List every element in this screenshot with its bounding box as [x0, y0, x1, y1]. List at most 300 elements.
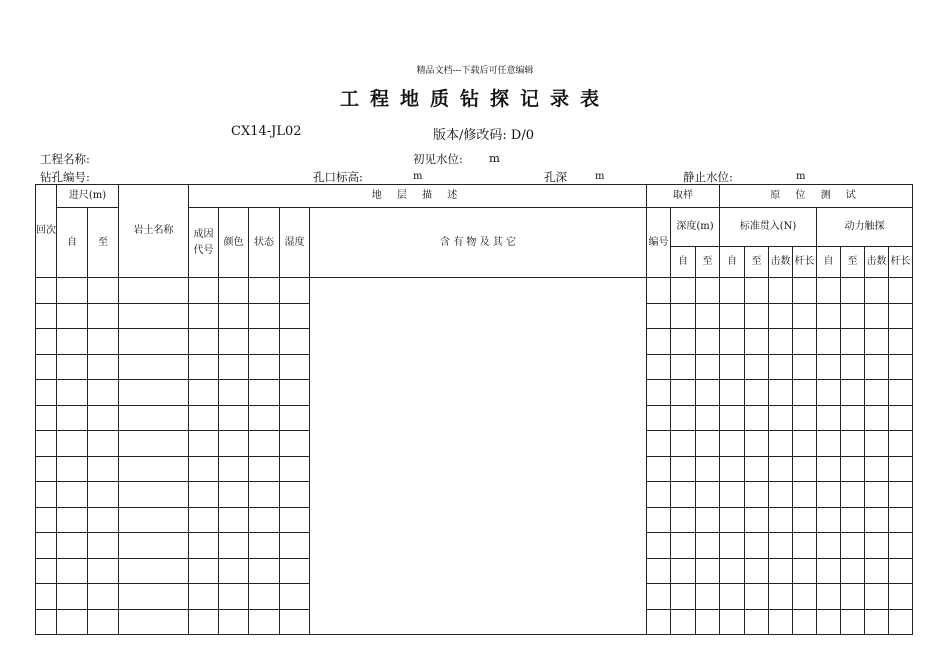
table-cell[interactable] [88, 456, 119, 482]
table-cell[interactable] [720, 380, 745, 406]
table-cell[interactable] [119, 507, 189, 533]
version-code: 版本/修改码: D/0 [433, 128, 534, 143]
table-cell[interactable] [219, 354, 249, 380]
table-cell[interactable] [745, 431, 769, 457]
table-cell[interactable] [57, 456, 88, 482]
table-cell[interactable] [841, 609, 865, 635]
table-cell[interactable] [249, 278, 280, 304]
table-cell[interactable] [57, 278, 88, 304]
table-cell[interactable] [119, 456, 189, 482]
table-cell[interactable] [36, 558, 57, 584]
table-cell[interactable] [280, 303, 310, 329]
table-cell[interactable] [119, 380, 189, 406]
table-cell[interactable] [865, 507, 889, 533]
table-cell[interactable] [696, 584, 720, 610]
table-cell[interactable] [219, 431, 249, 457]
table-cell[interactable] [219, 456, 249, 482]
table-cell[interactable] [57, 584, 88, 610]
table-cell[interactable] [647, 380, 671, 406]
table-cell[interactable] [671, 482, 696, 508]
table-cell[interactable] [57, 380, 88, 406]
advance-from: 自 [57, 208, 88, 278]
table-cell[interactable] [189, 584, 219, 610]
table-cell[interactable] [249, 482, 280, 508]
table-cell[interactable] [189, 405, 219, 431]
table-cell[interactable] [769, 405, 793, 431]
table-cell[interactable] [671, 278, 696, 304]
table-cell[interactable] [841, 507, 865, 533]
table-cell[interactable] [57, 482, 88, 508]
table-cell[interactable] [793, 431, 817, 457]
table-cell[interactable] [88, 533, 119, 559]
table-cell[interactable] [219, 507, 249, 533]
table-cell[interactable] [696, 609, 720, 635]
table-cell[interactable] [769, 482, 793, 508]
table-cell[interactable] [865, 354, 889, 380]
table-cell[interactable] [745, 533, 769, 559]
genesis-header: 成因代号 [189, 208, 219, 278]
table-cell[interactable] [671, 303, 696, 329]
table-cell[interactable] [769, 558, 793, 584]
table-cell[interactable] [189, 431, 219, 457]
table-cell[interactable] [769, 329, 793, 355]
table-cell[interactable] [720, 354, 745, 380]
table-cell[interactable] [36, 507, 57, 533]
table-cell[interactable] [57, 533, 88, 559]
table-cell[interactable] [889, 431, 913, 457]
table-cell[interactable] [745, 507, 769, 533]
table-cell[interactable] [745, 482, 769, 508]
table-cell[interactable] [865, 558, 889, 584]
table-cell[interactable] [671, 609, 696, 635]
table-cell[interactable] [88, 431, 119, 457]
table-cell[interactable] [793, 329, 817, 355]
table-cell[interactable] [865, 609, 889, 635]
table-cell[interactable] [720, 584, 745, 610]
table-cell[interactable] [745, 584, 769, 610]
page-title: 工程地质钻探记录表 [339, 88, 610, 110]
table-cell[interactable] [865, 431, 889, 457]
table-cell[interactable] [280, 609, 310, 635]
table-cell[interactable] [745, 278, 769, 304]
table-cell[interactable] [793, 456, 817, 482]
table-cell[interactable] [841, 482, 865, 508]
table-cell[interactable] [88, 609, 119, 635]
table-cell[interactable] [696, 380, 720, 406]
state-header: 状态 [249, 208, 280, 278]
table-cell[interactable] [817, 405, 841, 431]
table-cell[interactable] [219, 584, 249, 610]
sampling-header: 取样 [647, 185, 720, 208]
table-cell[interactable] [745, 405, 769, 431]
table-cell[interactable] [696, 507, 720, 533]
table-cell[interactable] [119, 558, 189, 584]
table-cell[interactable] [769, 354, 793, 380]
table-cell[interactable] [696, 431, 720, 457]
table-cell[interactable] [219, 609, 249, 635]
table-cell[interactable] [889, 329, 913, 355]
table-cell[interactable] [119, 405, 189, 431]
table-cell[interactable] [88, 329, 119, 355]
table-cell[interactable] [889, 303, 913, 329]
sample-number-header: 编号 [647, 208, 671, 278]
table-cell[interactable] [88, 405, 119, 431]
table-body [36, 278, 913, 635]
collar-elev-label: 孔口标高: [313, 170, 363, 184]
table-cell[interactable] [647, 278, 671, 304]
table-cell[interactable] [817, 584, 841, 610]
table-cell[interactable] [671, 507, 696, 533]
table-cell[interactable] [249, 354, 280, 380]
table-cell[interactable] [647, 456, 671, 482]
table-cell[interactable] [889, 456, 913, 482]
table-cell[interactable] [671, 380, 696, 406]
table-cell[interactable] [280, 558, 310, 584]
table-cell[interactable] [865, 278, 889, 304]
sample-depth-header: 深度(m) [671, 208, 720, 247]
table-cell[interactable] [817, 354, 841, 380]
table-cell[interactable] [841, 405, 865, 431]
table-cell[interactable] [647, 303, 671, 329]
table-cell[interactable] [841, 354, 865, 380]
table-cell[interactable] [769, 609, 793, 635]
table-cell[interactable] [249, 405, 280, 431]
table-cell[interactable] [817, 558, 841, 584]
table-cell[interactable] [865, 405, 889, 431]
spt-to: 至 [745, 247, 769, 278]
table-cell[interactable] [671, 533, 696, 559]
table-cell[interactable] [88, 380, 119, 406]
table-cell[interactable] [745, 303, 769, 329]
table-cell[interactable] [219, 533, 249, 559]
table-cell[interactable] [841, 456, 865, 482]
table-cell[interactable] [769, 303, 793, 329]
table-cell[interactable] [865, 329, 889, 355]
static-water-label: 静止水位: [683, 170, 733, 184]
table-cell[interactable] [793, 558, 817, 584]
table-cell[interactable] [249, 558, 280, 584]
table-cell[interactable] [219, 278, 249, 304]
table-cell[interactable] [769, 507, 793, 533]
table-cell[interactable] [36, 482, 57, 508]
table-cell[interactable] [817, 278, 841, 304]
table-cell[interactable] [57, 354, 88, 380]
table-cell[interactable] [841, 431, 865, 457]
table-cell[interactable] [249, 533, 280, 559]
table-cell[interactable] [889, 380, 913, 406]
table-cell[interactable] [793, 405, 817, 431]
table-cell[interactable] [720, 533, 745, 559]
table-cell[interactable] [88, 278, 119, 304]
table-cell[interactable] [720, 507, 745, 533]
table-cell[interactable] [57, 558, 88, 584]
table-cell[interactable] [280, 405, 310, 431]
table-cell[interactable] [841, 329, 865, 355]
table-cell[interactable] [647, 584, 671, 610]
table-cell[interactable] [889, 507, 913, 533]
table-cell[interactable] [817, 533, 841, 559]
table-cell[interactable] [671, 431, 696, 457]
dcpt-to: 至 [841, 247, 865, 278]
table-cell[interactable] [841, 558, 865, 584]
table-cell[interactable] [720, 329, 745, 355]
table-cell[interactable] [119, 354, 189, 380]
table-cell[interactable] [88, 354, 119, 380]
table-cell[interactable] [817, 380, 841, 406]
sample-depth-from: 自 [671, 247, 696, 278]
table-cell[interactable] [769, 584, 793, 610]
table-cell[interactable] [647, 431, 671, 457]
table-cell[interactable] [817, 507, 841, 533]
dcpt-blows: 击数 [865, 247, 889, 278]
table-row [36, 278, 913, 304]
table-cell[interactable] [793, 533, 817, 559]
table-cell[interactable] [745, 609, 769, 635]
table-cell[interactable] [793, 278, 817, 304]
table-cell[interactable] [280, 533, 310, 559]
table-cell[interactable] [720, 609, 745, 635]
table-cell[interactable] [189, 329, 219, 355]
table-cell[interactable] [249, 507, 280, 533]
depth-unit: m [595, 171, 605, 182]
spt-header: 标准贯入(N) [720, 208, 817, 247]
table-cell[interactable] [889, 482, 913, 508]
table-cell[interactable] [696, 533, 720, 559]
table-cell[interactable] [36, 431, 57, 457]
table-cell[interactable] [57, 609, 88, 635]
table-cell[interactable] [769, 380, 793, 406]
table-cell[interactable] [280, 278, 310, 304]
table-cell[interactable] [889, 278, 913, 304]
table-cell[interactable] [865, 380, 889, 406]
contents-cell[interactable] [310, 278, 647, 635]
table-cell[interactable] [119, 278, 189, 304]
table-cell[interactable] [219, 329, 249, 355]
table-cell[interactable] [696, 303, 720, 329]
table-cell[interactable] [57, 303, 88, 329]
table-cell[interactable] [57, 507, 88, 533]
table-cell[interactable] [189, 507, 219, 533]
table-cell[interactable] [841, 278, 865, 304]
spt-blows: 击数 [769, 247, 793, 278]
table-cell[interactable] [696, 329, 720, 355]
table-cell[interactable] [280, 456, 310, 482]
table-cell[interactable] [88, 558, 119, 584]
table-cell[interactable] [249, 329, 280, 355]
table-cell[interactable] [720, 278, 745, 304]
table-cell[interactable] [696, 405, 720, 431]
in-situ-header: 原 位 测 试 [720, 185, 913, 208]
table-cell[interactable] [865, 482, 889, 508]
table-cell[interactable] [745, 329, 769, 355]
table-cell[interactable] [889, 584, 913, 610]
table-cell[interactable] [119, 533, 189, 559]
table-cell[interactable] [817, 456, 841, 482]
dcpt-rod-length: 杆长 [889, 247, 913, 278]
table-cell[interactable] [280, 329, 310, 355]
table-cell[interactable] [769, 456, 793, 482]
table-cell[interactable] [720, 303, 745, 329]
table-cell[interactable] [865, 303, 889, 329]
table-cell[interactable] [647, 329, 671, 355]
table-cell[interactable] [189, 609, 219, 635]
table-cell[interactable] [817, 303, 841, 329]
table-cell[interactable] [36, 456, 57, 482]
sample-depth-to: 至 [696, 247, 720, 278]
table-cell[interactable] [647, 609, 671, 635]
table-cell[interactable] [219, 558, 249, 584]
table-cell[interactable] [36, 354, 57, 380]
table-cell[interactable] [696, 456, 720, 482]
table-cell[interactable] [189, 482, 219, 508]
table-cell[interactable] [36, 405, 57, 431]
first-water-label: 初见水位: [413, 152, 463, 166]
table-cell[interactable] [219, 303, 249, 329]
advance-to: 至 [88, 208, 119, 278]
table-cell[interactable] [671, 354, 696, 380]
table-cell[interactable] [647, 354, 671, 380]
table-cell[interactable] [769, 278, 793, 304]
table-cell[interactable] [189, 558, 219, 584]
table-cell[interactable] [189, 533, 219, 559]
table-cell[interactable] [280, 482, 310, 508]
table-cell[interactable] [647, 482, 671, 508]
table-cell[interactable] [865, 533, 889, 559]
table-cell[interactable] [720, 558, 745, 584]
table-cell[interactable] [841, 380, 865, 406]
table-cell[interactable] [219, 405, 249, 431]
table-cell[interactable] [88, 482, 119, 508]
table-cell[interactable] [36, 303, 57, 329]
table-cell[interactable] [865, 456, 889, 482]
table-cell[interactable] [189, 278, 219, 304]
table-cell[interactable] [88, 303, 119, 329]
table-cell[interactable] [671, 329, 696, 355]
document-code: CX14-JL02 [231, 124, 302, 139]
spt-from: 自 [720, 247, 745, 278]
table-cell[interactable] [889, 533, 913, 559]
table-cell[interactable] [36, 584, 57, 610]
table-cell[interactable] [793, 380, 817, 406]
table-cell[interactable] [793, 584, 817, 610]
table-cell[interactable] [817, 431, 841, 457]
table-cell[interactable] [671, 405, 696, 431]
table-cell[interactable] [720, 405, 745, 431]
project-name-label: 工程名称: [40, 152, 90, 166]
table-cell[interactable] [647, 507, 671, 533]
table-cell[interactable] [889, 354, 913, 380]
table-cell[interactable] [249, 609, 280, 635]
table-cell[interactable] [720, 456, 745, 482]
contents-header: 含 有 物 及 其 它 [310, 208, 647, 278]
table-cell[interactable] [280, 431, 310, 457]
table-cell[interactable] [889, 609, 913, 635]
table-cell[interactable] [889, 405, 913, 431]
table-cell[interactable] [671, 558, 696, 584]
table-cell[interactable] [119, 303, 189, 329]
table-cell[interactable] [119, 482, 189, 508]
table-cell[interactable] [769, 533, 793, 559]
table-cell[interactable] [57, 329, 88, 355]
table-cell[interactable] [745, 456, 769, 482]
table-cell[interactable] [671, 456, 696, 482]
table-cell[interactable] [696, 482, 720, 508]
table-cell[interactable] [36, 278, 57, 304]
table-cell[interactable] [280, 584, 310, 610]
table-cell[interactable] [36, 380, 57, 406]
table-cell[interactable] [817, 609, 841, 635]
table-cell[interactable] [280, 354, 310, 380]
table-cell[interactable] [889, 558, 913, 584]
table-cell[interactable] [219, 482, 249, 508]
table-cell[interactable] [793, 303, 817, 329]
table-cell[interactable] [745, 354, 769, 380]
table-cell[interactable] [696, 278, 720, 304]
table-cell[interactable] [841, 584, 865, 610]
table-cell[interactable] [793, 507, 817, 533]
table-cell[interactable] [249, 380, 280, 406]
table-cell[interactable] [88, 584, 119, 610]
table-cell[interactable] [793, 482, 817, 508]
table-cell[interactable] [671, 584, 696, 610]
table-cell[interactable] [249, 584, 280, 610]
spt-rod-length: 杆长 [793, 247, 817, 278]
table-cell[interactable] [769, 431, 793, 457]
table-cell[interactable] [119, 329, 189, 355]
table-cell[interactable] [189, 456, 219, 482]
table-cell[interactable] [865, 584, 889, 610]
table-cell[interactable] [841, 533, 865, 559]
table-cell[interactable] [793, 609, 817, 635]
table-cell[interactable] [720, 431, 745, 457]
table-cell[interactable] [57, 431, 88, 457]
table-cell[interactable] [88, 507, 119, 533]
table-cell[interactable] [57, 405, 88, 431]
table-cell[interactable] [817, 482, 841, 508]
collar-elev-unit: m [413, 171, 423, 182]
table-cell[interactable] [119, 609, 189, 635]
drilling-record-table [35, 184, 913, 635]
table-cell[interactable] [189, 380, 219, 406]
table-cell[interactable] [249, 456, 280, 482]
table-cell[interactable] [119, 584, 189, 610]
table-cell[interactable] [696, 558, 720, 584]
table-cell[interactable] [841, 303, 865, 329]
table-cell[interactable] [793, 354, 817, 380]
table-cell[interactable] [647, 405, 671, 431]
table-cell[interactable] [817, 329, 841, 355]
table-cell[interactable] [189, 354, 219, 380]
table-cell[interactable] [696, 354, 720, 380]
table-cell[interactable] [249, 431, 280, 457]
table-cell[interactable] [119, 431, 189, 457]
table-cell[interactable] [36, 533, 57, 559]
depth-label: 孔深 [544, 170, 567, 184]
table-cell[interactable] [745, 558, 769, 584]
table-cell[interactable] [189, 303, 219, 329]
table-cell[interactable] [720, 482, 745, 508]
table-cell[interactable] [647, 533, 671, 559]
table-cell[interactable] [280, 507, 310, 533]
table-cell[interactable] [249, 303, 280, 329]
table-cell[interactable] [745, 380, 769, 406]
table-cell[interactable] [647, 558, 671, 584]
table-cell[interactable] [280, 380, 310, 406]
table-cell[interactable] [36, 329, 57, 355]
table-cell[interactable] [219, 380, 249, 406]
round-header: 回次 [36, 185, 57, 278]
table-cell[interactable] [36, 609, 57, 635]
